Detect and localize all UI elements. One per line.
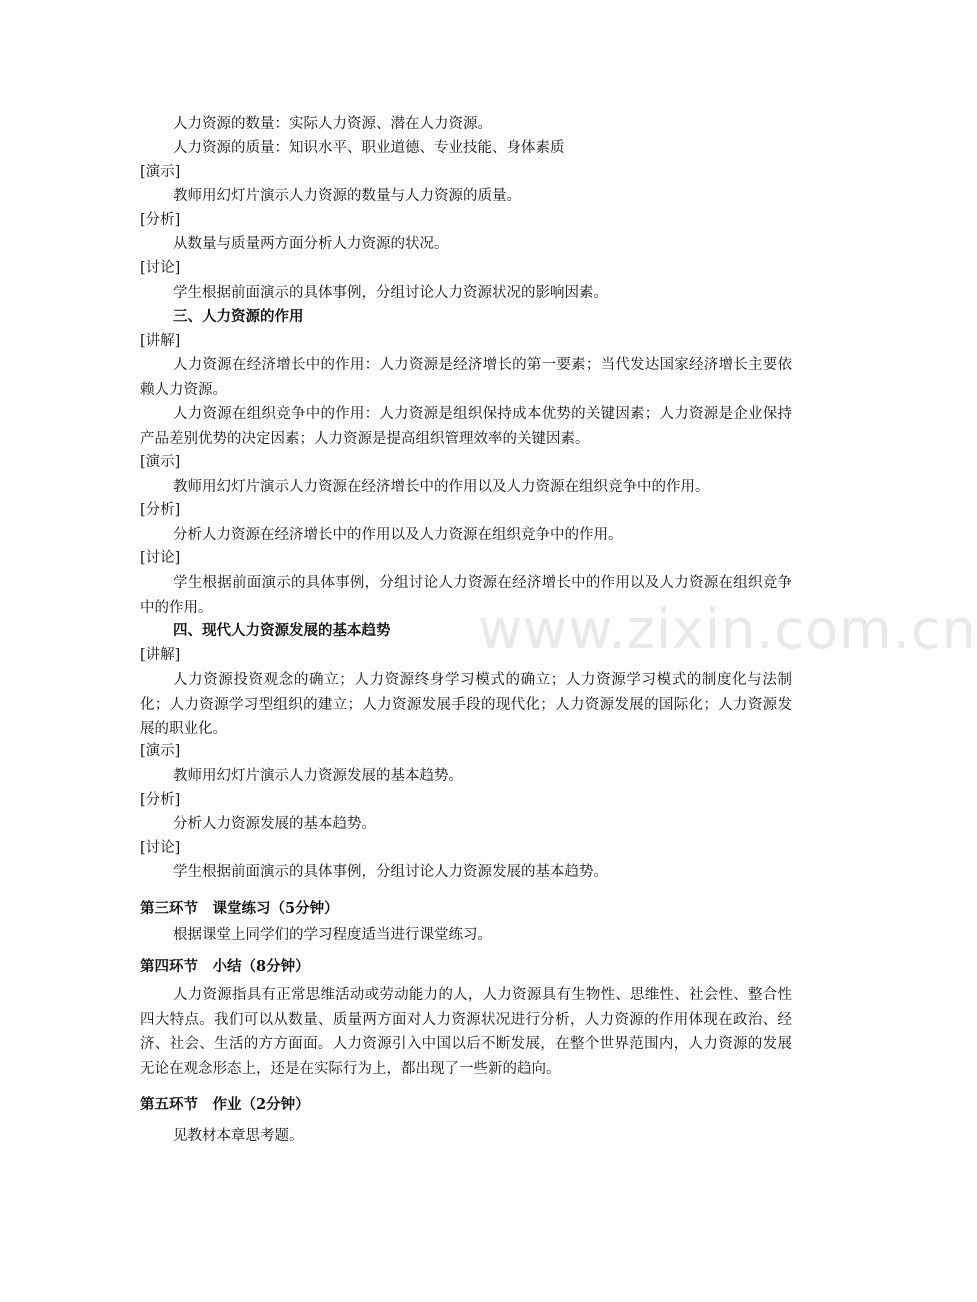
text-line: 分析人力资源在经济增长中的作用以及人力资源在组织竞争中的作用。: [173, 527, 623, 543]
section-label-demo: [演示]: [140, 164, 181, 180]
section-label-discussion: [讨论]: [140, 550, 181, 566]
text-line: 教师用幻灯片演示人力资源在经济增长中的作用以及人力资源在组织竞争中的作用。: [173, 479, 710, 495]
heading-3: 三、人力资源的作用: [173, 308, 304, 325]
stage-heading-4: 第四环节 小结（8分钟）: [140, 958, 310, 975]
section-label-lecture: [讲解]: [140, 333, 181, 349]
text-line: 学生根据前面演示的具体事例，分组讨论人力资源发展的基本趋势。: [173, 864, 608, 880]
text-line: 分析人力资源发展的基本趋势。: [173, 816, 376, 832]
section-label-analysis: [分析]: [140, 502, 181, 518]
section-label-demo: [演示]: [140, 454, 181, 470]
paragraph: 人力资源投资观念的确立；人力资源终身学习模式的确立；人力资源学习模式的制度化与法制化；人力资源学习型组织的建立；人力资源发展手段的现代化；人力资源发展的国际化；人力资源发展的职业化。: [140, 672, 792, 737]
text-line: 学生根据前面演示的具体事例，分组讨论人力资源状况的影响因素。: [173, 285, 608, 301]
text-line: 见教材本章思考题。: [173, 1128, 304, 1144]
heading-4: 四、现代人力资源发展的基本趋势: [173, 622, 391, 639]
section-label-discussion: [讨论]: [140, 840, 181, 856]
text-line: 人力资源的数量：实际人力资源、潜在人力资源。: [173, 116, 492, 132]
summary-paragraph: 人力资源指具有正常思维活动或劳动能力的人，人力资源具有生物性、思维性、社会性、整合性四大特点。我们可以从数量、质量两方面对人力资源状况进行分析，人力资源的作用体现在政治、经济、社会、生活的方方面面。人力资源引入中国以后不断发展，在整个世界范围内，人力资源的发展无论在观念形态上，还是在实际行为上，都出现了一些新的趋向。: [140, 987, 792, 1077]
text-line: 教师用幻灯片演示人力资源的数量与人力资源的质量。: [173, 188, 521, 204]
section-label-analysis: [分析]: [140, 792, 181, 808]
section-label-discussion: [讨论]: [140, 260, 181, 276]
text-line: 人力资源的质量：知识水平、职业道德、专业技能、身体素质: [173, 140, 565, 156]
section-label-lecture: [讲解]: [140, 647, 181, 663]
text-line: 根据课堂上同学们的学习程度适当进行课堂练习。: [173, 927, 492, 943]
watermark: www.zixin.com.cn: [478, 598, 977, 661]
stage-heading-5: 第五环节 作业（2分钟）: [140, 1096, 310, 1113]
stage-heading-3: 第三环节 课堂练习（5分钟）: [140, 900, 339, 917]
text-line: 从数量与质量两方面分析人力资源的状况。: [173, 236, 449, 252]
paragraph: 学生根据前面演示的具体事例，分组讨论人力资源在经济增长中的作用以及人力资源在组织竞争中的作用。: [140, 575, 792, 616]
section-label-analysis: [分析]: [140, 212, 181, 228]
paragraph: 人力资源在组织竞争中的作用：人力资源是组织保持成本优势的关键因素；人力资源是企业保持产品差别优势的决定因素；人力资源是提高组织管理效率的关键因素。: [140, 406, 792, 447]
paragraph: 人力资源在经济增长中的作用：人力资源是经济增长的第一要素；当代发达国家经济增长主要依赖人力资源。: [140, 357, 792, 398]
section-label-demo: [演示]: [140, 743, 181, 759]
text-line: 教师用幻灯片演示人力资源发展的基本趋势。: [173, 768, 463, 784]
